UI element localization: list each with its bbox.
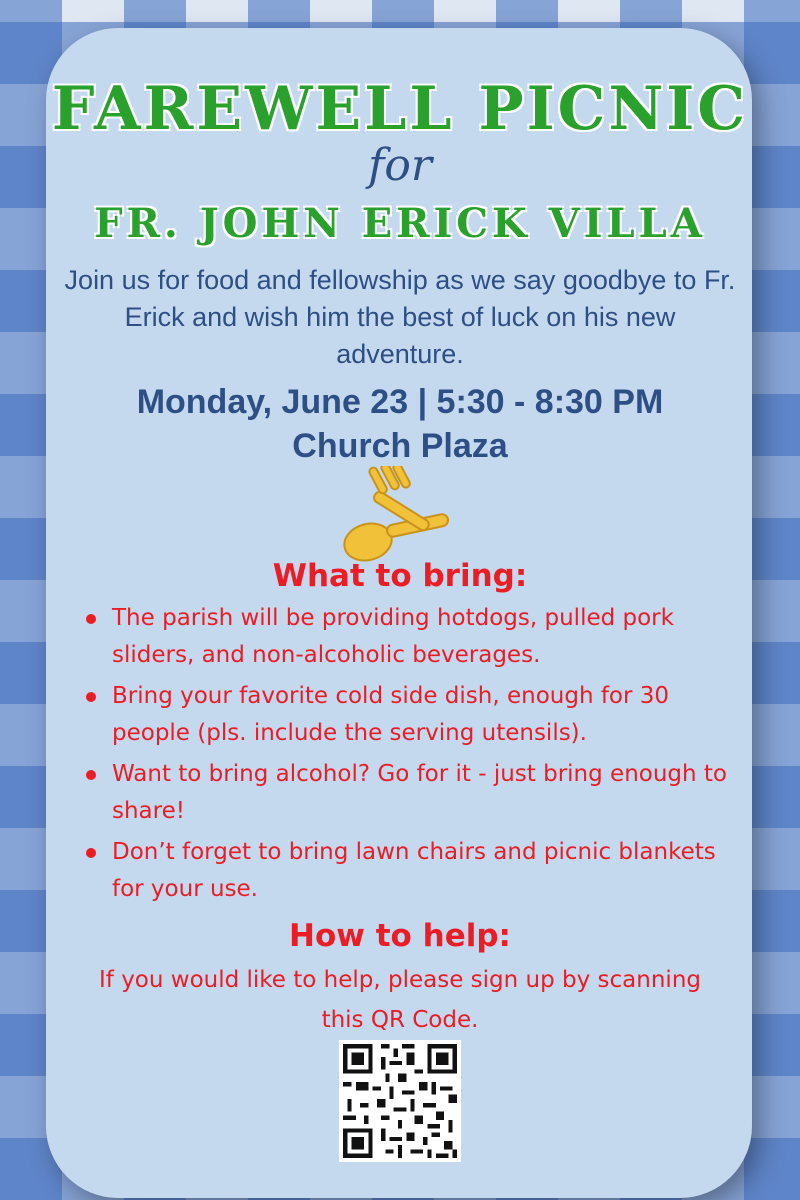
list-item xyxy=(82,678,742,752)
bullet-icon xyxy=(86,692,96,702)
event-date-time: Monday, June 23 | 5:30 - 8:30 PM xyxy=(136,383,664,421)
list-item xyxy=(82,600,742,674)
bullet-icon xyxy=(86,770,96,780)
bullet-icon xyxy=(86,614,96,624)
what-to-bring-list xyxy=(82,600,742,912)
list-item xyxy=(82,756,742,830)
event-location: Church Plaza xyxy=(292,427,508,465)
list-item xyxy=(82,834,742,908)
list-item-text: Want to bring alcohol? Go for it - just bring enough to share! xyxy=(112,761,728,824)
list-item-text: Don’t forget to bring lawn chairs and picnic blankets for your use. xyxy=(112,839,716,902)
how-to-help-heading: How to help: xyxy=(289,918,511,954)
flyer-title: FAREWELL PICNIC xyxy=(51,74,749,144)
for-text: for xyxy=(368,140,432,191)
qr-code-icon[interactable] xyxy=(339,1040,461,1162)
fork-and-spoon-icon xyxy=(334,466,466,570)
list-item-text: The parish will be providing hotdogs, pulled pork sliders, and non-alcoholic beverages. xyxy=(112,605,674,668)
list-item-text: Bring your favorite cold side dish, enough for 30 people (pls. include the serving utensils). xyxy=(112,683,670,746)
honoree-name: FR. JOHN ERICK VILLA xyxy=(94,200,706,247)
what-to-bring-heading: What to bring: xyxy=(272,558,528,594)
bullet-icon xyxy=(86,848,96,858)
intro-text: Join us for food and fellowship as we say goodbye to Fr. Erick and wish him the best of luck on his new adventure. xyxy=(64,265,736,369)
how-to-help-text: If you would like to help, please sign up by scanning this QR Code. xyxy=(99,967,701,1033)
event-details xyxy=(0,380,800,468)
